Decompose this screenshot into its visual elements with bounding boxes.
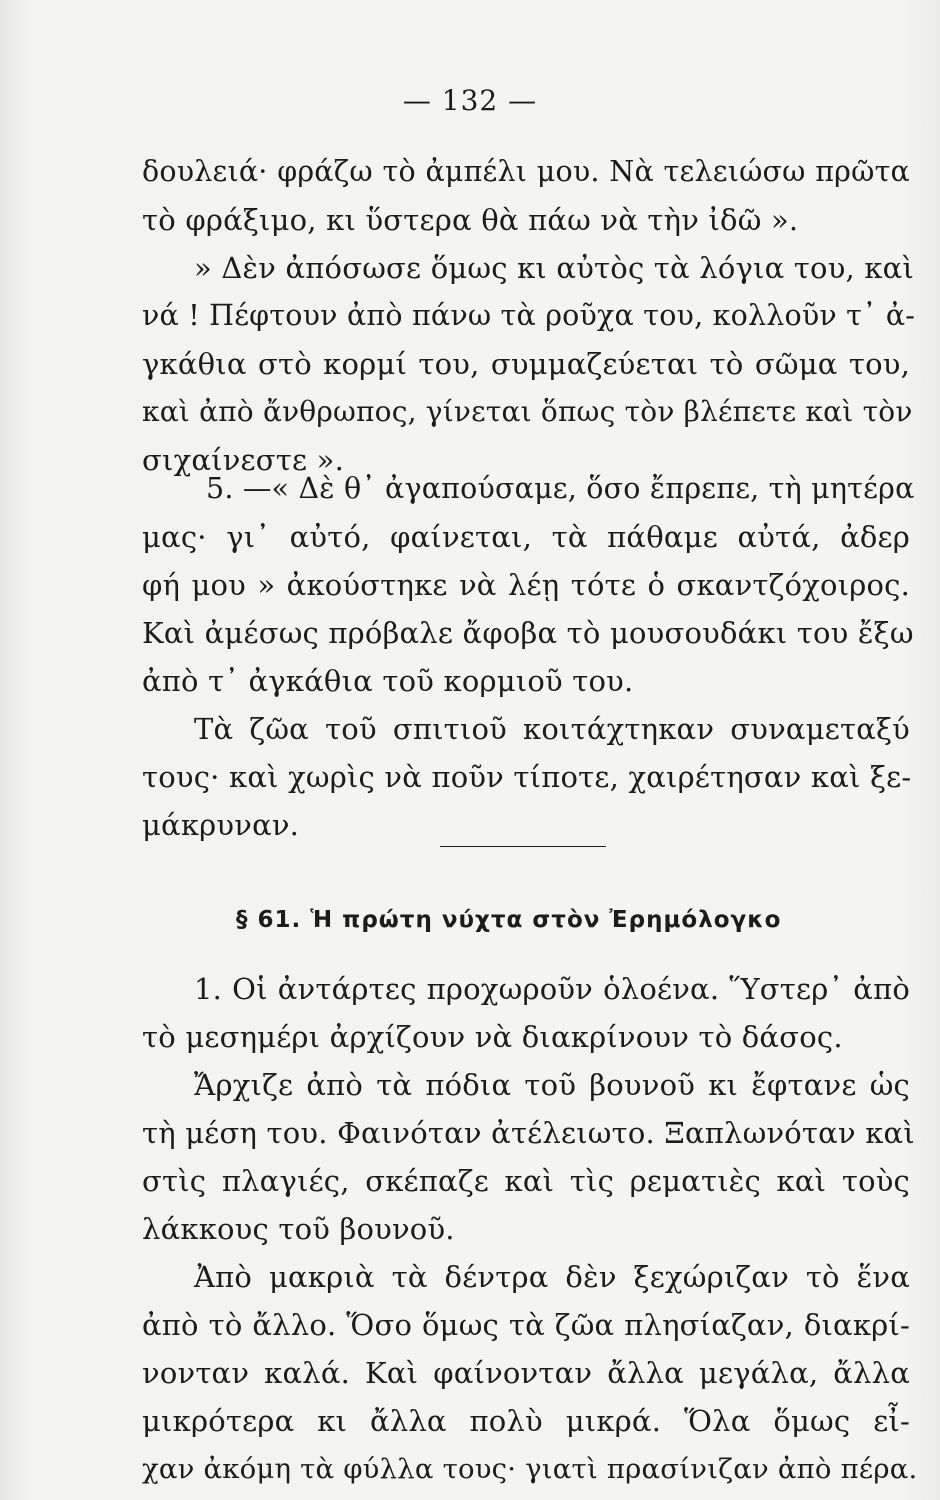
- text-line: μας· γι᾽ αὐτό, φαίνεται, τὰ πάθαμε αὐτά, ἀδερ: [142, 520, 910, 554]
- paragraph-block-1: [142, 148, 916, 484]
- text-line: μικρότερα κι ἄλλα πολὺ μικρά. Ὅλα ὅμως εἶ-: [142, 1404, 910, 1438]
- section-heading: § 61. Ἡ πρώτη νύχτα στὸν Ἐρημόλογκο: [236, 907, 782, 933]
- text-line: καὶ ἀπὸ ἄνθρωπος, γίνεται ὅπως τὸν βλέπετε καὶ τὸν: [142, 395, 913, 428]
- text-line: μάκρυναν.: [142, 808, 300, 842]
- text-line: 5. —« Δὲ θ᾽ ἀγαπούσαμε, ὅσο ἔπρεπε, τὴ μητέρα: [206, 472, 915, 505]
- text-line: νονταν καλά. Καὶ φαίνονταν ἄλλα μεγάλα, ἄλλα: [142, 1356, 910, 1390]
- text-line: δουλειά· φράζω τὸ ἀμπέλι μου. Νὰ τελειώσω πρῶτα: [142, 155, 910, 188]
- text-line: ἀπὸ τὸ ἄλλο. Ὅσο ὅμως τὰ ζῶα πλησίαζαν, διακρί-: [142, 1308, 910, 1342]
- text-line: σιχαίνεστε ».: [142, 443, 344, 477]
- text-line: νά ! Πέφτουν ἀπὸ πάνω τὰ ροῦχα του, κολλοῦν τ᾽ ἀ-: [142, 299, 916, 332]
- text-line: τὸ φράξιμο, κι ὕστερα θὰ πάω νὰ τὴν ἰδῶ ».: [142, 203, 799, 237]
- text-line: γκάθια στὸ κορμί του, συμμαζεύεται τὸ σῶμα του,: [142, 347, 910, 381]
- paragraph-block-2: [142, 465, 915, 849]
- text-line: λάκκους τοῦ βουνοῦ.: [142, 1212, 455, 1246]
- text-line: ἀπὸ τ᾽ ἀγκάθια τοῦ κορμιοῦ του.: [142, 664, 634, 698]
- text-line: στὶς πλαγιές, σκέπαζε καὶ τὶς ρεματιὲς καὶ τοὺς: [142, 1164, 910, 1198]
- text-line: φή μου » ἀκούστηκε νὰ λέῃ τότε ὁ σκαντζόχοιρος.: [142, 568, 910, 602]
- section-divider: [440, 846, 606, 847]
- text-line: » Δὲν ἀπόσωσε ὅμως κι αὐτὸς τὰ λόγια του, καὶ: [194, 251, 915, 285]
- text-line: 1. Οἱ ἀντάρτες προχωροῦν ὁλοένα. Ὕστερ᾽ ἀπὸ: [194, 972, 910, 1006]
- text-line: Καὶ ἀμέσως πρόβαλε ἄφοβα τὸ μουσουδάκι του ἔξω: [142, 616, 914, 650]
- text-line: χαν ἀκόμη τὰ φύλλα τους· γιατὶ πρασίνιζαν ἀπὸ πέρα.: [142, 1453, 918, 1485]
- paragraph-block-3: [142, 965, 918, 1493]
- page-number: — 132 —: [402, 84, 538, 117]
- text-line: τὴ μέση του. Φαινόταν ἀτέλειωτο. Ξαπλωνόταν καὶ: [142, 1116, 915, 1150]
- text-line: Τὰ ζῶα τοῦ σπιτιοῦ κοιτάχτηκαν συναμεταξύ: [194, 712, 910, 746]
- text-line: τὸ μεσημέρι ἀρχίζουν νὰ διακρίνουν τὸ δάσος.: [142, 1020, 843, 1054]
- text-line: τους· καὶ χωρὶς νὰ ποῦν τίποτε, χαιρέτησαν καὶ ξε-: [142, 760, 912, 794]
- text-line: Ἀπὸ μακριὰ τὰ δέντρα δὲν ξεχώριζαν τὸ ἕνα: [194, 1260, 910, 1294]
- text-line: Ἄρχιζε ἀπὸ τὰ πόδια τοῦ βουνοῦ κι ἔφτανε ὡς: [194, 1068, 910, 1102]
